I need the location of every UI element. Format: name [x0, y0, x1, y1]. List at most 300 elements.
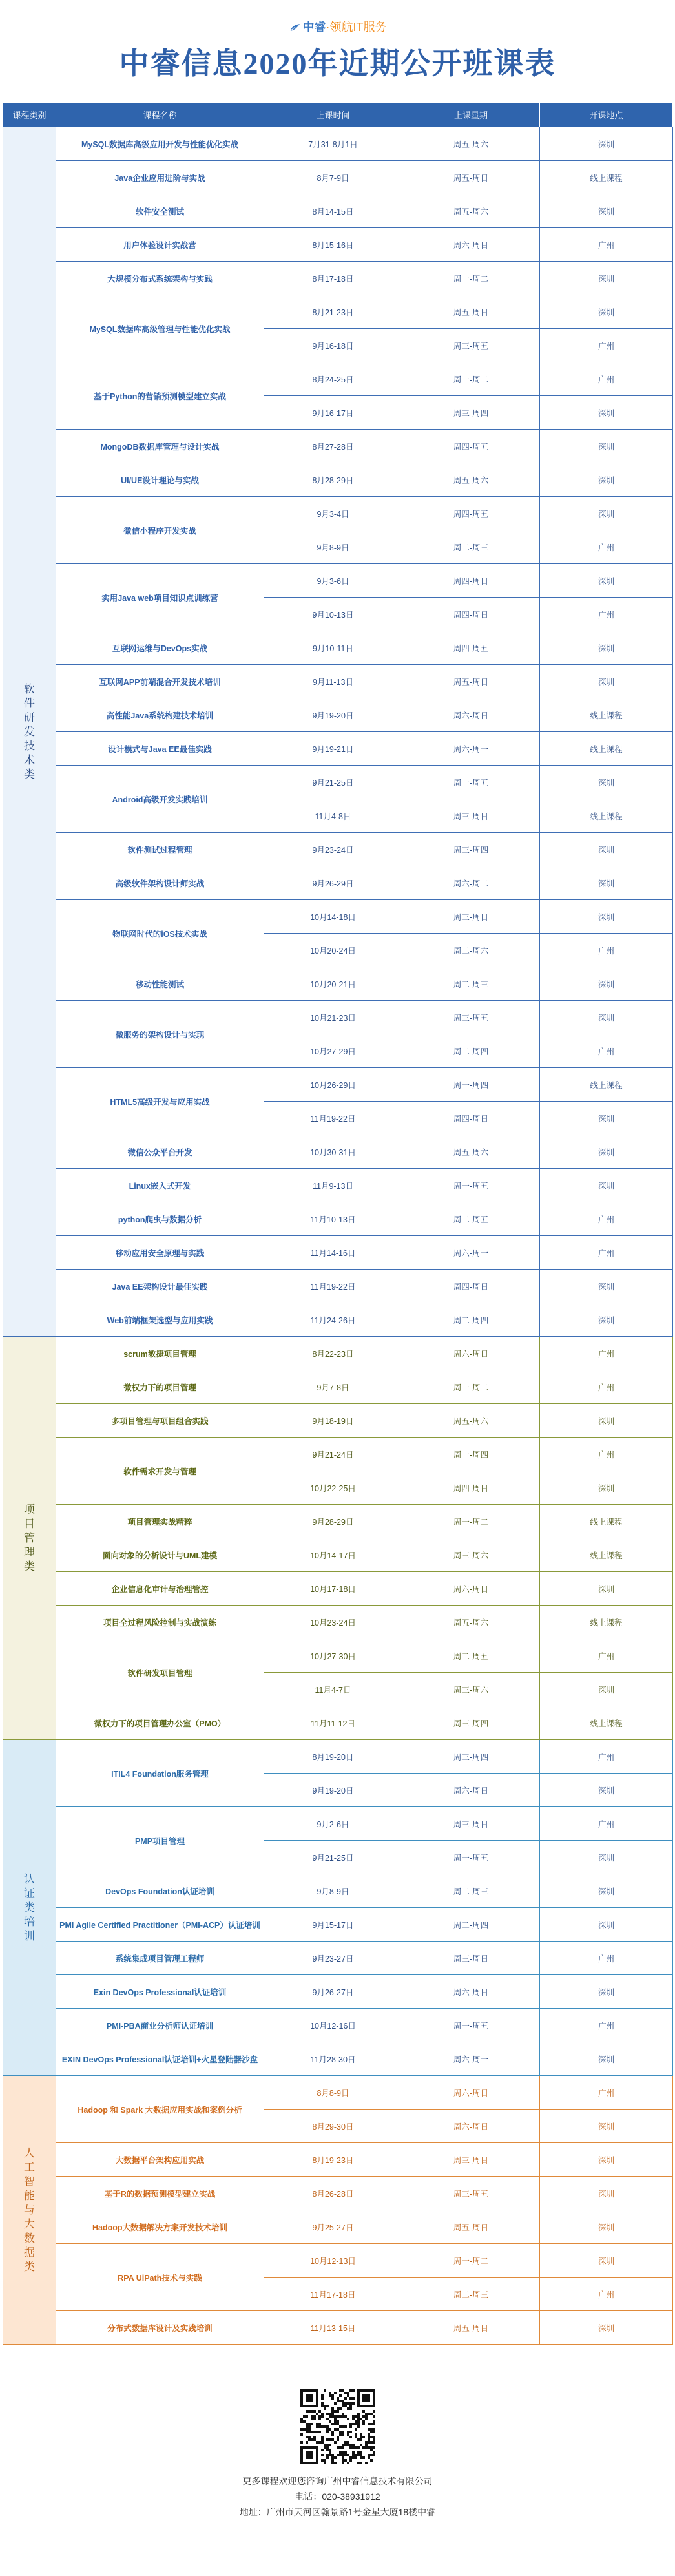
session-location: 深圳 — [540, 1001, 673, 1034]
course-name: 微信公众平台开发 — [56, 1135, 264, 1169]
session-weekday: 周二-周三 — [402, 2278, 540, 2311]
session-time: 9月3-6日 — [264, 564, 402, 598]
session-weekday: 周四-周五 — [402, 631, 540, 665]
course-name: PMI-PBA商业分析师认证培训 — [56, 2009, 264, 2042]
table-row — [3, 362, 673, 396]
session-weekday: 周三-周四 — [402, 1740, 540, 1774]
table-row — [3, 1001, 673, 1034]
session-weekday: 周一-周二 — [402, 1370, 540, 1404]
session-location: 广州 — [540, 1942, 673, 1975]
course-name: 微信小程序开发实战 — [56, 497, 264, 564]
table-row — [3, 1908, 673, 1942]
session-time: 10月22-25日 — [264, 1471, 402, 1505]
brand-leaf-icon — [289, 23, 300, 32]
session-location: 广州 — [540, 2009, 673, 2042]
session-weekday: 周六-周日 — [402, 1975, 540, 2009]
course-name: 企业信息化审计与治理管控 — [56, 1572, 264, 1606]
session-location: 深圳 — [540, 1841, 673, 1874]
session-time: 8月24-25日 — [264, 362, 402, 396]
table-row — [3, 1706, 673, 1740]
session-location: 深圳 — [540, 1673, 673, 1706]
session-time: 9月2-6日 — [264, 1807, 402, 1841]
table-row — [3, 497, 673, 530]
session-location: 深圳 — [540, 1404, 673, 1438]
session-weekday: 周三-周五 — [402, 1001, 540, 1034]
session-time: 9月21-24日 — [264, 1438, 402, 1471]
table-row — [3, 766, 673, 799]
session-weekday: 周一-周二 — [402, 262, 540, 295]
category-cell — [3, 127, 56, 1337]
table-row — [3, 1438, 673, 1471]
session-time: 9月16-18日 — [264, 329, 402, 362]
course-name: DevOps Foundation认证培训 — [56, 1874, 264, 1908]
table-row — [3, 1538, 673, 1572]
session-weekday: 周五-周六 — [402, 463, 540, 497]
session-time: 9月10-13日 — [264, 598, 402, 631]
session-time: 10月14-18日 — [264, 900, 402, 934]
session-location: 线上课程 — [540, 1068, 673, 1102]
session-location: 广州 — [540, 1370, 673, 1404]
course-name: RPA UiPath技术与实践 — [56, 2244, 264, 2311]
table-row — [3, 194, 673, 228]
table-row — [3, 1740, 673, 1774]
session-time: 9月26-27日 — [264, 1975, 402, 2009]
session-time: 8月22-23日 — [264, 1337, 402, 1370]
session-weekday: 周四-周日 — [402, 1270, 540, 1303]
session-time: 8月29-30日 — [264, 2110, 402, 2143]
session-location: 广州 — [540, 1337, 673, 1370]
session-time: 11月24-26日 — [264, 1303, 402, 1337]
session-weekday: 周三-周日 — [402, 1942, 540, 1975]
session-time: 11月14-16日 — [264, 1236, 402, 1270]
table-row — [3, 1236, 673, 1270]
session-weekday: 周一-周五 — [402, 766, 540, 799]
session-weekday: 周五-周日 — [402, 665, 540, 698]
session-location: 广州 — [540, 1438, 673, 1471]
session-location: 深圳 — [540, 2177, 673, 2210]
session-weekday: 周二-周三 — [402, 530, 540, 564]
session-time: 11月11-12日 — [264, 1706, 402, 1740]
session-time: 11月4-7日 — [264, 1673, 402, 1706]
course-name: HTML5高级开发与应用实战 — [56, 1068, 264, 1135]
session-location: 深圳 — [540, 2311, 673, 2345]
session-location: 深圳 — [540, 127, 673, 161]
session-weekday: 周一-周二 — [402, 2244, 540, 2278]
course-name: 高级软件架构设计师实战 — [56, 866, 264, 900]
session-time: 10月20-21日 — [264, 967, 402, 1001]
session-time: 11月13-15日 — [264, 2311, 402, 2345]
course-name: 用户体验设计实战营 — [56, 228, 264, 262]
session-location: 深圳 — [540, 833, 673, 866]
page-header — [0, 0, 675, 90]
session-weekday: 周一-周五 — [402, 1841, 540, 1874]
session-time: 9月19-20日 — [264, 1774, 402, 1807]
table-row — [3, 1135, 673, 1169]
session-time: 9月8-9日 — [264, 1874, 402, 1908]
session-location: 广州 — [540, 1236, 673, 1270]
schedule-table — [3, 102, 673, 2345]
session-time: 8月14-15日 — [264, 194, 402, 228]
course-name: 设计模式与Java EE最佳实践 — [56, 732, 264, 766]
session-location: 广州 — [540, 329, 673, 362]
session-weekday: 周六-周日 — [402, 1337, 540, 1370]
session-time: 8月8-9日 — [264, 2076, 402, 2110]
session-time: 11月19-22日 — [264, 1102, 402, 1135]
table-row — [3, 161, 673, 194]
session-weekday: 周五-周六 — [402, 1606, 540, 1639]
session-time: 11月17-18日 — [264, 2278, 402, 2311]
session-time: 9月11-13日 — [264, 665, 402, 698]
session-weekday: 周六-周日 — [402, 698, 540, 732]
session-time: 10月23-24日 — [264, 1606, 402, 1639]
session-time: 9月8-9日 — [264, 530, 402, 564]
course-name: 移动应用安全原理与实践 — [56, 1236, 264, 1270]
course-name: Java企业应用进阶与实战 — [56, 161, 264, 194]
table-row — [3, 900, 673, 934]
session-location: 深圳 — [540, 1975, 673, 2009]
session-time: 8月19-20日 — [264, 1740, 402, 1774]
session-weekday: 周三-周日 — [402, 2143, 540, 2177]
session-location: 广州 — [540, 1639, 673, 1673]
qr-code-icon — [300, 2389, 375, 2464]
course-name: 大数据平台架构应用实战 — [56, 2143, 264, 2177]
table-row — [3, 262, 673, 295]
course-name: Exin DevOps Professional认证培训 — [56, 1975, 264, 2009]
table-row — [3, 2311, 673, 2345]
session-weekday: 周二-周六 — [402, 934, 540, 967]
course-name: MongoDB数据库管理与设计实战 — [56, 430, 264, 463]
session-location: 线上课程 — [540, 732, 673, 766]
session-location: 深圳 — [540, 2143, 673, 2177]
table-row — [3, 463, 673, 497]
course-name: PMI Agile Certified Practitioner（PMI-ACP）认证培训 — [56, 1908, 264, 1942]
table-row — [3, 1270, 673, 1303]
session-time: 10月17-18日 — [264, 1572, 402, 1606]
session-weekday: 周二-周三 — [402, 1874, 540, 1908]
table-row — [3, 1942, 673, 1975]
session-time: 10月14-17日 — [264, 1538, 402, 1572]
column-header-weekday: 上课星期 — [402, 103, 540, 127]
session-time: 11月10-13日 — [264, 1202, 402, 1236]
session-weekday: 周四-周日 — [402, 564, 540, 598]
session-time: 9月15-17日 — [264, 1908, 402, 1942]
course-name: 面向对象的分析设计与UML建模 — [56, 1538, 264, 1572]
session-time: 9月28-29日 — [264, 1505, 402, 1538]
course-name: 互联网APP前端混合开发技术培训 — [56, 665, 264, 698]
session-time: 10月21-23日 — [264, 1001, 402, 1034]
session-weekday: 周五-周六 — [402, 1135, 540, 1169]
session-time: 9月21-25日 — [264, 1841, 402, 1874]
table-row — [3, 631, 673, 665]
session-location: 线上课程 — [540, 698, 673, 732]
session-location: 深圳 — [540, 497, 673, 530]
session-weekday: 周六-周日 — [402, 2076, 540, 2110]
session-time: 9月19-20日 — [264, 698, 402, 732]
session-location: 深圳 — [540, 1908, 673, 1942]
course-name: 软件安全测试 — [56, 194, 264, 228]
course-name: 微权力下的项目管理 — [56, 1370, 264, 1404]
session-location: 深圳 — [540, 1303, 673, 1337]
session-time: 11月19-22日 — [264, 1270, 402, 1303]
course-name: 多项目管理与项目组合实践 — [56, 1404, 264, 1438]
course-name: Java EE架构设计最佳实践 — [56, 1270, 264, 1303]
course-name: 基于Python的营销预测模型建立实战 — [56, 362, 264, 430]
session-time: 8月21-23日 — [264, 295, 402, 329]
session-weekday: 周三-周五 — [402, 2177, 540, 2210]
table-row — [3, 732, 673, 766]
table-row — [3, 1606, 673, 1639]
table-row — [3, 1169, 673, 1202]
column-header-location: 开课地点 — [540, 103, 673, 127]
course-name: EXIN DevOps Professional认证培训+火星登陆器沙盘 — [56, 2042, 264, 2076]
table-row — [3, 2210, 673, 2244]
course-name: 实用Java web项目知识点训练营 — [56, 564, 264, 631]
course-name: 软件测试过程管理 — [56, 833, 264, 866]
table-row — [3, 1068, 673, 1102]
session-weekday: 周五-周日 — [402, 2210, 540, 2244]
category-label: 软件研发技术类 — [24, 682, 35, 780]
session-time: 8月28-29日 — [264, 463, 402, 497]
session-location: 深圳 — [540, 2042, 673, 2076]
session-time: 10月27-29日 — [264, 1034, 402, 1068]
session-location: 深圳 — [540, 396, 673, 430]
session-time: 10月26-29日 — [264, 1068, 402, 1102]
session-weekday: 周四-周五 — [402, 430, 540, 463]
course-name: 微权力下的项目管理办公室（PMO） — [56, 1706, 264, 1740]
session-time: 9月18-19日 — [264, 1404, 402, 1438]
session-weekday: 周六-周一 — [402, 2042, 540, 2076]
session-location: 广州 — [540, 1202, 673, 1236]
table-row — [3, 1337, 673, 1370]
session-time: 7月31-8月1日 — [264, 127, 402, 161]
session-location: 广州 — [540, 2278, 673, 2311]
session-weekday: 周五-周日 — [402, 295, 540, 329]
session-time: 8月17-18日 — [264, 262, 402, 295]
course-name: ITIL4 Foundation服务管理 — [56, 1740, 264, 1807]
table-row — [3, 665, 673, 698]
session-weekday: 周二-周四 — [402, 1303, 540, 1337]
brand-logo — [0, 18, 675, 35]
column-header-course: 课程名称 — [56, 103, 264, 127]
session-weekday: 周二-周五 — [402, 1639, 540, 1673]
session-weekday: 周二-周三 — [402, 967, 540, 1001]
category-label: 人工智能与大数据类 — [24, 2146, 35, 2273]
session-weekday: 周三-周四 — [402, 396, 540, 430]
session-weekday: 周三-周四 — [402, 1706, 540, 1740]
table-row — [3, 1874, 673, 1908]
session-weekday: 周六-周二 — [402, 866, 540, 900]
session-weekday: 周一-周二 — [402, 1505, 540, 1538]
session-location: 线上课程 — [540, 799, 673, 833]
session-location: 线上课程 — [540, 1538, 673, 1572]
column-header-time: 上课时间 — [264, 103, 402, 127]
course-name: 物联网时代的iOS技术实战 — [56, 900, 264, 967]
column-header-category: 课程类别 — [3, 103, 56, 127]
session-weekday: 周一-周四 — [402, 1438, 540, 1471]
table-row — [3, 127, 673, 161]
session-time: 10月20-24日 — [264, 934, 402, 967]
session-weekday: 周一-周二 — [402, 362, 540, 396]
page-title: 中睿信息2020年近期公开班课表 — [119, 47, 556, 80]
session-time: 10月12-13日 — [264, 2244, 402, 2278]
session-time: 9月10-11日 — [264, 631, 402, 665]
category-label: 认证类培训 — [24, 1872, 35, 1942]
course-name: 项目管理实战精粹 — [56, 1505, 264, 1538]
table-row — [3, 430, 673, 463]
course-name: 软件研发项目管理 — [56, 1639, 264, 1706]
session-time: 8月26-28日 — [264, 2177, 402, 2210]
session-time: 9月23-24日 — [264, 833, 402, 866]
course-name: MySQL数据库高级管理与性能优化实战 — [56, 295, 264, 362]
session-weekday: 周二-周四 — [402, 1034, 540, 1068]
course-name: 高性能Java系统构建技术培训 — [56, 698, 264, 732]
session-location: 广州 — [540, 228, 673, 262]
session-location: 深圳 — [540, 1102, 673, 1135]
table-row — [3, 2244, 673, 2278]
brand-main: 中睿 — [302, 21, 326, 34]
session-weekday: 周三-周四 — [402, 833, 540, 866]
session-weekday: 周六-周日 — [402, 1572, 540, 1606]
session-location: 深圳 — [540, 1471, 673, 1505]
session-location: 广州 — [540, 530, 673, 564]
table-row — [3, 967, 673, 1001]
session-time: 10月12-16日 — [264, 2009, 402, 2042]
session-location: 深圳 — [540, 295, 673, 329]
table-row — [3, 2009, 673, 2042]
session-location: 深圳 — [540, 2244, 673, 2278]
table-row — [3, 1505, 673, 1538]
table-row — [3, 2143, 673, 2177]
session-location: 深圳 — [540, 866, 673, 900]
course-name: Hadoop大数据解决方案开发技术培训 — [56, 2210, 264, 2244]
session-time: 10月27-30日 — [264, 1639, 402, 1673]
table-row — [3, 228, 673, 262]
session-weekday: 周二-周五 — [402, 1202, 540, 1236]
session-time: 11月4-8日 — [264, 799, 402, 833]
session-time: 9月23-27日 — [264, 1942, 402, 1975]
session-time: 9月26-29日 — [264, 866, 402, 900]
session-location: 深圳 — [540, 430, 673, 463]
course-name: 软件需求开发与管理 — [56, 1438, 264, 1505]
session-weekday: 周一-周五 — [402, 1169, 540, 1202]
session-weekday: 周五-周六 — [402, 127, 540, 161]
course-name: 项目全过程风险控制与实战演练 — [56, 1606, 264, 1639]
session-location: 广州 — [540, 2076, 673, 2110]
session-weekday: 周三-周五 — [402, 329, 540, 362]
session-location: 深圳 — [540, 1270, 673, 1303]
session-time: 9月21-25日 — [264, 766, 402, 799]
table-row — [3, 295, 673, 329]
table-row — [3, 1404, 673, 1438]
session-location: 线上课程 — [540, 1606, 673, 1639]
session-weekday: 周四-周日 — [402, 1471, 540, 1505]
session-location: 广州 — [540, 934, 673, 967]
session-location: 深圳 — [540, 631, 673, 665]
session-location: 线上课程 — [540, 161, 673, 194]
session-time: 8月27-28日 — [264, 430, 402, 463]
session-location: 深圳 — [540, 194, 673, 228]
schedule-body — [3, 127, 673, 2345]
session-time: 9月7-8日 — [264, 1370, 402, 1404]
session-weekday: 周三-周六 — [402, 1673, 540, 1706]
session-location: 深圳 — [540, 1572, 673, 1606]
session-time: 11月28-30日 — [264, 2042, 402, 2076]
table-header-row — [3, 103, 673, 127]
session-weekday: 周六-周日 — [402, 1774, 540, 1807]
course-name: scrum敏捷项目管理 — [56, 1337, 264, 1370]
footer-phone: 电话：020-38931912 — [295, 2491, 380, 2502]
brand-sub: ·领航IT服务 — [326, 21, 387, 34]
session-location: 广州 — [540, 1807, 673, 1841]
session-location: 深圳 — [540, 463, 673, 497]
course-name: 互联网运维与DevOps实战 — [56, 631, 264, 665]
session-location: 深圳 — [540, 262, 673, 295]
session-weekday: 周三-周日 — [402, 900, 540, 934]
table-row — [3, 2177, 673, 2210]
session-location: 深圳 — [540, 564, 673, 598]
table-row — [3, 698, 673, 732]
course-name: 分布式数据库设计及实践培训 — [56, 2311, 264, 2345]
session-weekday: 周六-周一 — [402, 732, 540, 766]
course-name: 基于R的数据预测模型建立实战 — [56, 2177, 264, 2210]
schedule-table-wrap — [3, 102, 672, 2345]
session-location: 深圳 — [540, 1874, 673, 1908]
course-name: Android高级开发实践培训 — [56, 766, 264, 833]
session-location: 深圳 — [540, 665, 673, 698]
footer-address: 地址：广州市天河区翰景路1号金星大厦18楼中睿 — [239, 2507, 436, 2517]
table-row — [3, 1303, 673, 1337]
course-name: 移动性能测试 — [56, 967, 264, 1001]
table-row — [3, 1639, 673, 1673]
session-location: 深圳 — [540, 1774, 673, 1807]
session-weekday: 周三-周日 — [402, 799, 540, 833]
category-cell — [3, 1337, 56, 1740]
table-row — [3, 833, 673, 866]
session-weekday: 周六-周一 — [402, 1236, 540, 1270]
table-row — [3, 1370, 673, 1404]
session-time: 8月7-9日 — [264, 161, 402, 194]
table-row — [3, 1202, 673, 1236]
session-weekday: 周四-周五 — [402, 497, 540, 530]
session-location: 深圳 — [540, 1135, 673, 1169]
session-weekday: 周三-周日 — [402, 1807, 540, 1841]
session-time: 8月19-23日 — [264, 2143, 402, 2177]
footer-consult-text: 更多课程欢迎您咨询广州中睿信息技术有限公司 — [242, 2476, 433, 2486]
session-weekday: 周五-周日 — [402, 2311, 540, 2345]
session-weekday: 周一-周四 — [402, 1068, 540, 1102]
table-row — [3, 2076, 673, 2110]
session-time: 8月15-16日 — [264, 228, 402, 262]
session-location: 深圳 — [540, 1169, 673, 1202]
session-location: 深圳 — [540, 2210, 673, 2244]
session-weekday: 周一-周五 — [402, 2009, 540, 2042]
table-row — [3, 2042, 673, 2076]
session-weekday: 周三-周六 — [402, 1538, 540, 1572]
table-row — [3, 1975, 673, 2009]
table-row — [3, 1807, 673, 1841]
session-time: 9月3-4日 — [264, 497, 402, 530]
session-location: 广州 — [540, 1740, 673, 1774]
session-location: 深圳 — [540, 766, 673, 799]
course-name: Web前端框架选型与应用实践 — [56, 1303, 264, 1337]
session-location: 深圳 — [540, 900, 673, 934]
session-location: 广州 — [540, 362, 673, 396]
session-weekday: 周五-周六 — [402, 1404, 540, 1438]
session-time: 11月9-13日 — [264, 1169, 402, 1202]
category-cell — [3, 2076, 56, 2345]
course-name: 系统集成项目管理工程师 — [56, 1942, 264, 1975]
course-name: UI/UE设计理论与实战 — [56, 463, 264, 497]
